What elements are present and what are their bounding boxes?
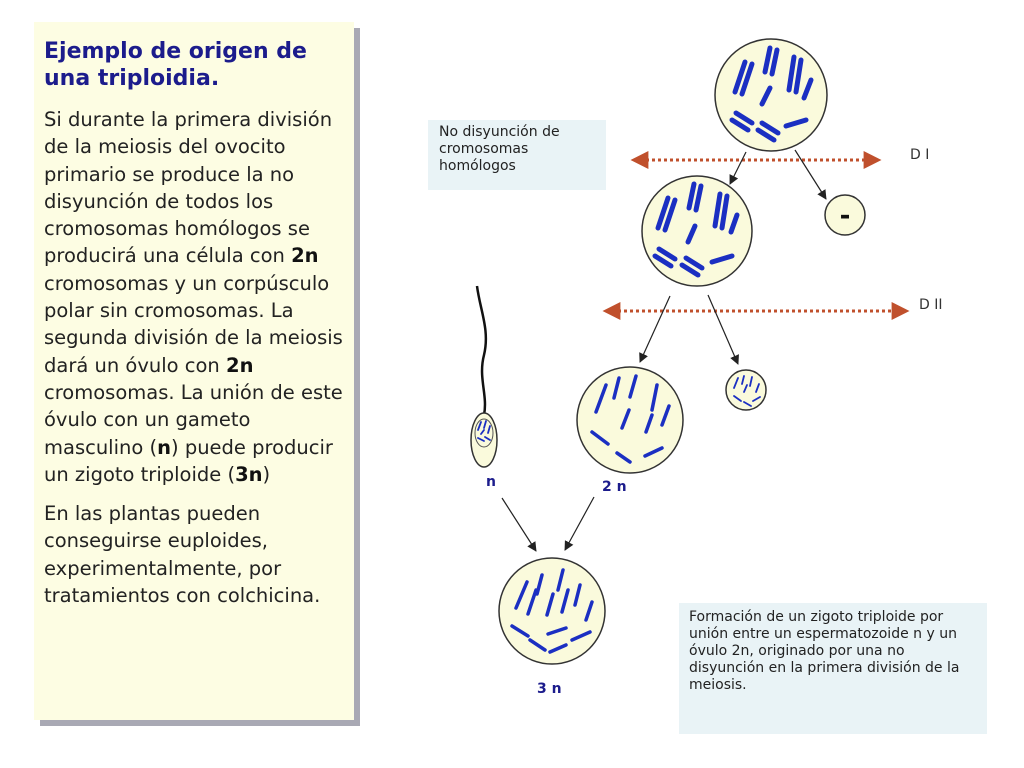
paragraph-text: ) puede producir un zigoto triploide (: [44, 435, 333, 486]
sperm-nucleus: [475, 419, 493, 447]
sperm-cell: [471, 286, 497, 467]
paragraph-emphasis: 2n: [226, 353, 254, 377]
arrow-to-first-polar-body: [795, 150, 826, 199]
panel-title: Ejemplo de origen de una triploidia.: [44, 39, 307, 91]
paragraph-text: cromosomas. La unión de este óvulo con un gameto masculino (: [44, 380, 343, 459]
first-polar-body: [825, 195, 865, 235]
paragraph-emphasis: n: [157, 435, 172, 459]
arrow-ovule-to-zygote: [565, 497, 594, 550]
arrow-sperm-to-zygote: [502, 498, 536, 551]
arrow-to-secondary-oocyte: [730, 152, 746, 184]
secondary-oocyte: [642, 176, 752, 286]
paragraph-text: cromosomas y un corpúsculo polar sin cromosomas. La segunda división de la meiosis dará un óvulo con: [44, 271, 343, 377]
arrow-to-second-polar-body: [708, 295, 738, 364]
second-polar-body: [726, 370, 766, 410]
polar-body-empty-sign: -: [839, 201, 851, 231]
zygote-label: 3 n: [537, 681, 562, 697]
sperm-label: n: [486, 474, 496, 490]
nondisjunction-note: No disyunción de cromosomas homólogos: [428, 120, 606, 190]
paragraph-emphasis: 3n: [235, 462, 263, 486]
paragraph-emphasis: 2n: [291, 244, 319, 268]
arrow-to-ovule: [640, 296, 670, 362]
paragraph-text: ): [262, 462, 271, 486]
sperm-tail: [477, 286, 486, 415]
formation-note: Formación de un zigoto triploide por unión entre un espermatozoide n y un óvulo 2n, originado por una no disyunción en la primera división de la meiosis.: [679, 603, 987, 734]
ovule-2n: [577, 367, 683, 473]
division-label-d2: D II: [919, 297, 943, 313]
ovule-cell: [577, 367, 683, 473]
secondary-oocyte-cell: [642, 176, 752, 286]
paragraph-text: Si durante la primera división de la meiosis del ovocito primario se produce la no disyunción de todos los cromosomas homólogos se producirá una célula con: [44, 108, 333, 268]
zygote-3n: [499, 558, 605, 664]
primary-oocyte: [715, 39, 827, 151]
ovule-label: 2 n: [602, 479, 627, 495]
primary-oocyte-cell: [715, 39, 827, 151]
division-label-d1: D I: [910, 147, 930, 163]
plants-paragraph: En las plantas pueden conseguirse euploides, experimentalmente, por tratamientos con colchicina.: [44, 502, 321, 608]
